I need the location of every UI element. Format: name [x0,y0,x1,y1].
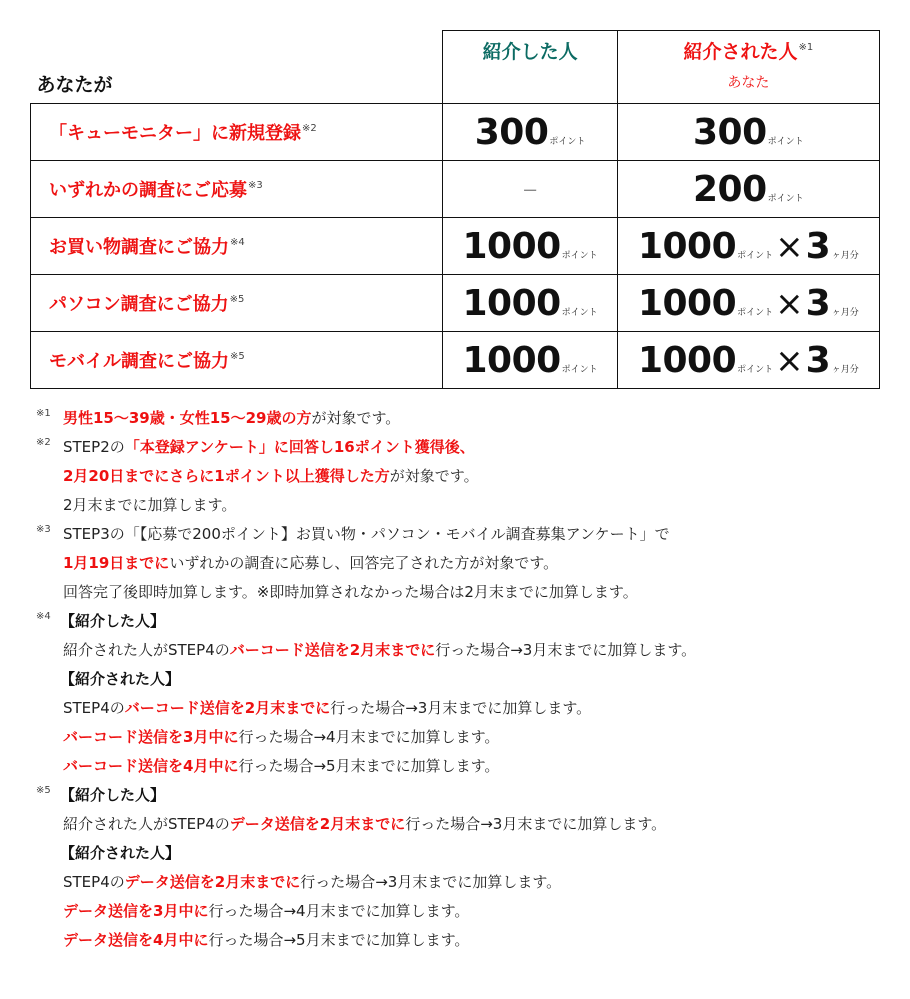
footnote-ref: ※1 [798,42,814,53]
footnote-mark: ※5 [36,785,51,796]
footnotes [36,404,896,955]
footnote-ref: ※3 [248,180,263,191]
footnote-mark: ※3 [36,524,51,535]
row-label: モバイル調査にご協力$^{※5}$ [31,332,443,389]
referrer-points: － [443,161,617,218]
table-row [31,332,880,389]
table-row [31,161,880,218]
table-header-row [31,31,880,104]
footnote-ref: ※5 [230,351,245,362]
footnote-ref: ※4 [230,237,245,248]
table-row [31,275,880,332]
footnote-ref: ※5 [229,294,245,305]
footnote-ref: ※2 [302,123,317,134]
referred-points: 1000ポイント×3ヶ月分 [617,218,879,275]
rewards-table [30,30,880,389]
referred-points: 1000ポイント×3ヶ月分 [617,275,879,332]
row-label: パソコン調査にご協力$^{※5}$ [31,275,443,332]
footnote-5: ※5 【紹介した人】 紹介された人がSTEP4のデータ送信を2月末までに行った場合→3月末までに加算します。 【紹介された人】 STEP4のデータ送信を2月末までに行った場合→3月末までに加算します。 データ送信を3月中に行った場合→4月末までに加算します。 データ送信を4月中に行った場合→5月末までに加算します。 [36,781,896,955]
referred-points: 200ポイント [617,161,879,218]
footnote-mark: ※4 [36,611,51,622]
referrer-points: 1000ポイント [443,275,617,332]
row-label: 「キューモニター」に新規登録$^{※2}$ [31,104,443,161]
referred-points: 1000ポイント×3ヶ月分 [617,332,879,389]
footnote-mark: ※2 [36,437,51,448]
table-row [31,104,880,161]
footnote-3: ※3 STEP3の「【応募で200ポイント】お買い物・パソコン・モバイル調査募集アンケート」で 1月19日までにいずれかの調査に応募し、回答完了された方が対象です。 回答完了後即時加算します。※即時加算されなかった場合は2月末までに加算します。 [36,520,896,607]
referrer-points: 300ポイント [443,104,617,161]
header-referrer [443,31,617,104]
referrer-points: 1000ポイント [443,332,617,389]
header-referred [617,31,879,104]
footnote-1: ※1 男性15～39歳・女性15～29歳の方が対象です。 [36,404,896,433]
referred-sublabel: あなた [727,75,770,91]
row-label: いずれかの調査にご応募$^{※3}$ [31,161,443,218]
referrer-label: 紹介した人 [482,41,578,63]
footnote-2: ※2 STEP2の「本登録アンケート」に回答し16ポイント獲得後、 2月20日までにさらに1ポイント以上獲得した方が対象です。 2月末までに加算します。 [36,433,896,520]
table-row [31,218,880,275]
referrer-points: 1000ポイント [443,218,617,275]
corner-label: あなたが [31,31,443,104]
row-label: お買い物調査にご協力$^{※4}$ [31,218,443,275]
footnote-mark: ※1 [36,408,51,419]
footnote-4: ※4 【紹介した人】 紹介された人がSTEP4のバーコード送信を2月末までに行った場合→3月末までに加算します。 【紹介された人】 STEP4のバーコード送信を2月末までに行った場合→3月末までに加算します。 バーコード送信を3月中に行った場合→4月末までに加算します。 バーコード送信を4月中に行った場合→5月末までに加算します。 [36,607,896,781]
referred-points: 300ポイント [617,104,879,161]
referred-label: 紹介された人 [683,41,798,63]
